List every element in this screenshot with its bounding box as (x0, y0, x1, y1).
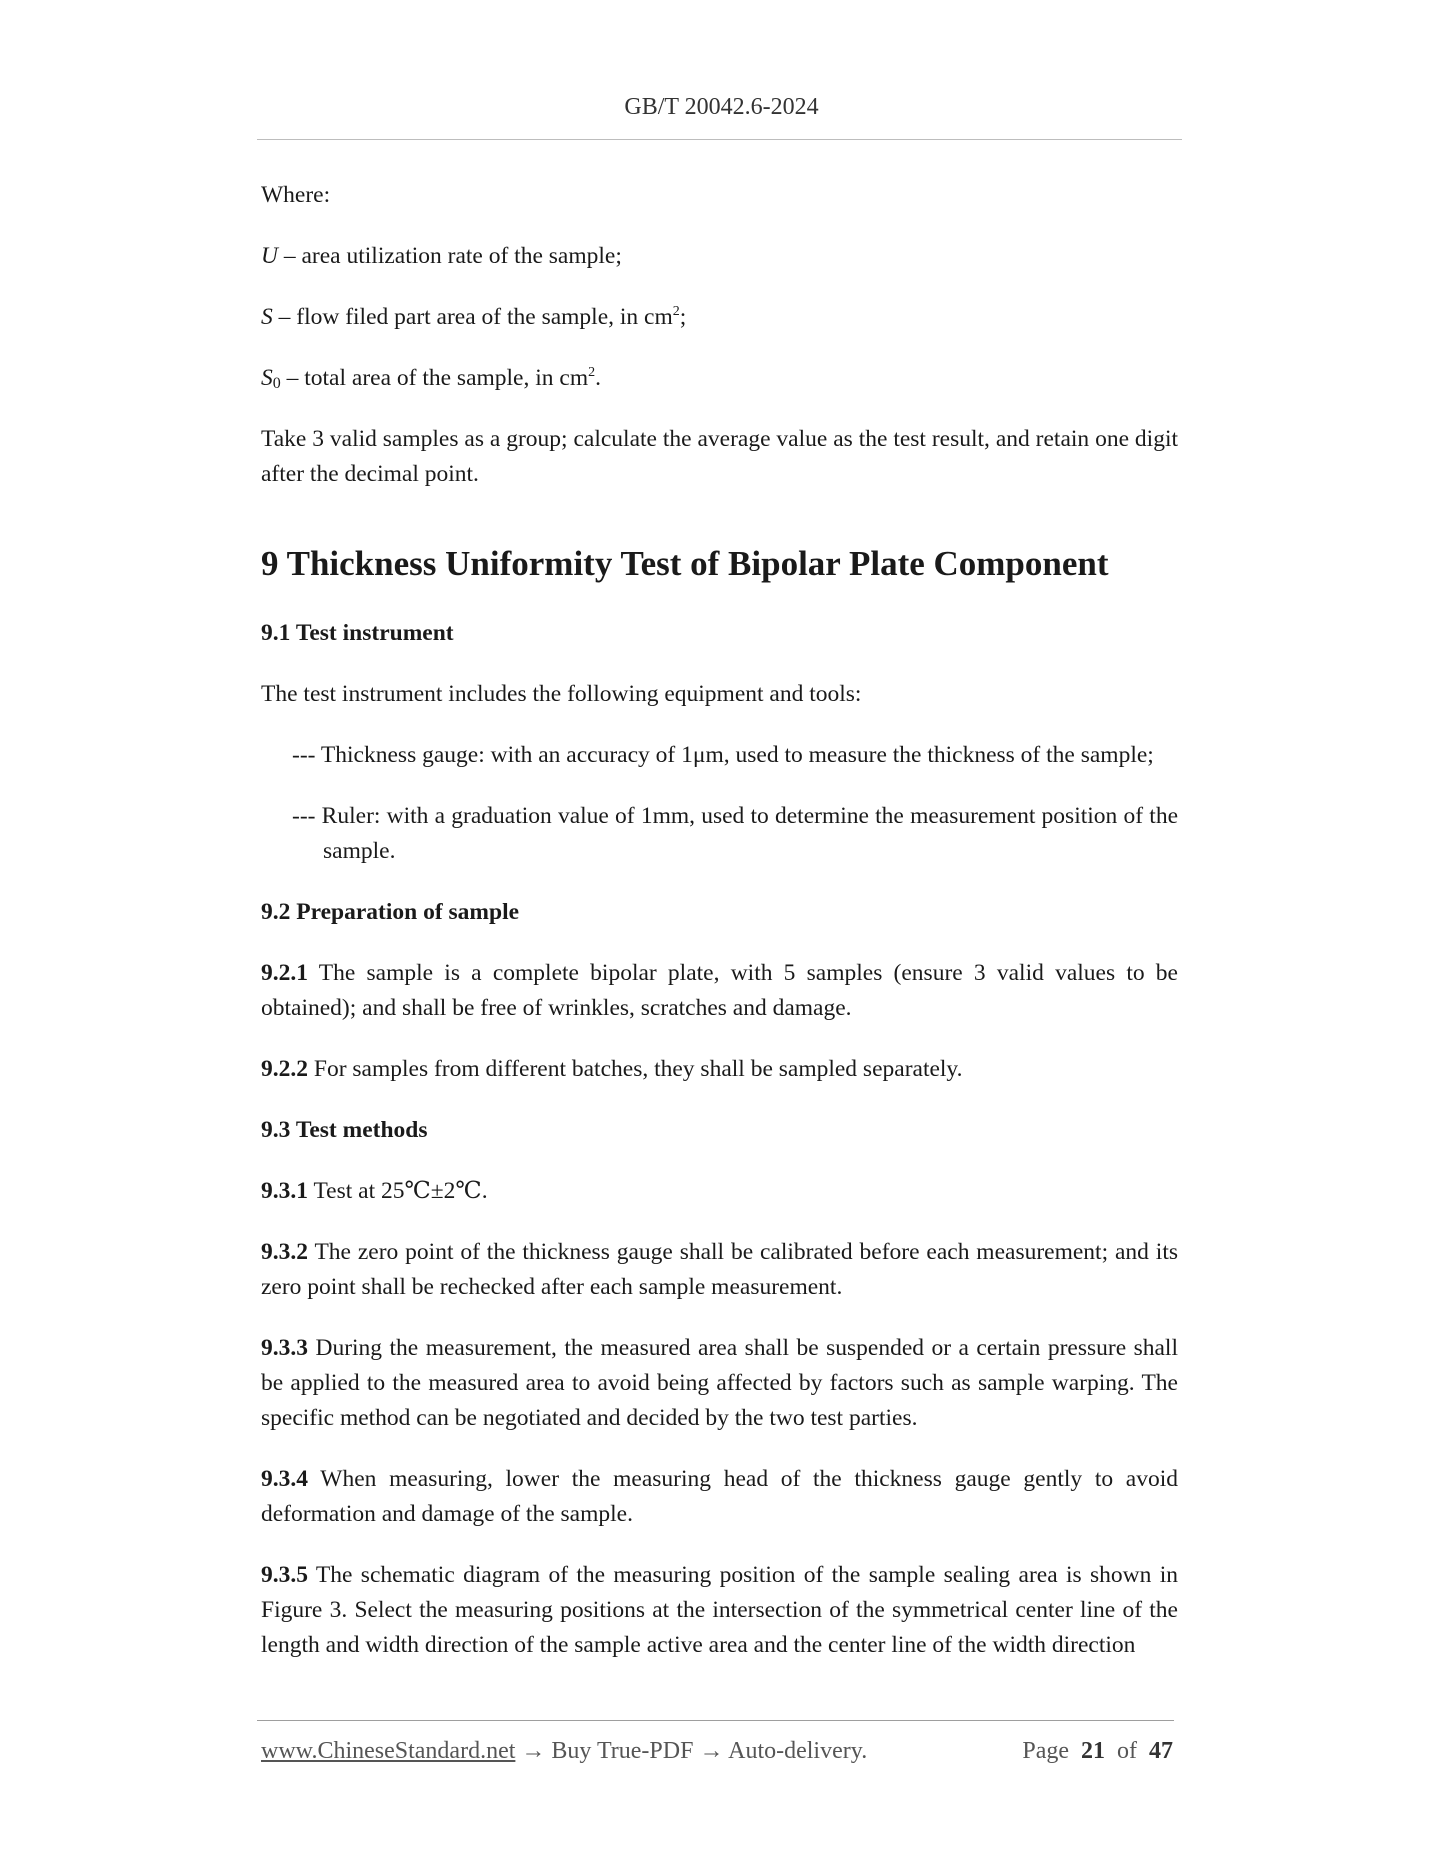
subscript-0: 0 (272, 375, 281, 392)
clause-text: When measuring, lower the measuring head of the thickness gauge gently to avoid deformation and damage of the sample. (261, 1466, 1178, 1527)
clause-9-3-5 (261, 1558, 1178, 1663)
definition-s0-tail: . (595, 365, 601, 391)
definition-s0 (261, 361, 1178, 396)
section-9-1-heading: 9.1 Test instrument (261, 620, 454, 646)
clause-number: 9.3.3 (261, 1335, 308, 1361)
definition-u (261, 239, 1178, 274)
clause-number: 9.3.4 (261, 1466, 308, 1492)
current-page: 21 (1081, 1738, 1105, 1764)
page-indicator (1022, 1738, 1173, 1765)
definition-s (261, 300, 1178, 335)
footer-promo (261, 1738, 867, 1765)
instrument-item-thickness-gauge: --- Thickness gauge: with an accuracy of 1μm, used to measure the thickness of the sample; (292, 742, 1154, 768)
chinesestandard-link[interactable]: www.ChineseStandard.net (261, 1738, 516, 1764)
page-word: Page (1022, 1738, 1069, 1764)
symbol-s: S (261, 304, 273, 330)
section-9-heading: 9 Thickness Uniformity Test of Bipolar Plate Component (261, 544, 1109, 583)
clause-9-3-4 (261, 1462, 1178, 1532)
definition-s-tail: ; (679, 304, 687, 330)
of-word: of (1117, 1738, 1137, 1764)
clause-number: 9.3.2 (261, 1239, 308, 1265)
symbol-s0: S (261, 365, 273, 391)
clause-9-2-1 (261, 956, 1178, 1026)
definition-s0-text: – total area of the sample, in cm (280, 365, 589, 391)
clause-9-2-2 (261, 1052, 1178, 1087)
symbol-u: U (261, 243, 278, 269)
take-samples-paragraph: Take 3 valid samples as a group; calculate the average value as the test result, and retain one digit after the decimal point. (261, 426, 1178, 487)
document-code-header: GB/T 20042.6-2024 (624, 94, 819, 120)
clause-9-3-3 (261, 1331, 1178, 1436)
instrument-item-ruler: --- Ruler: with a graduation value of 1mm, used to determine the measurement position of the sample. (292, 803, 1178, 864)
clause-number: 9.2.2 (261, 1056, 308, 1082)
superscript-2: 2 (672, 304, 680, 319)
total-pages: 47 (1149, 1738, 1173, 1764)
instrument-intro: The test instrument includes the following equipment and tools: (261, 681, 862, 707)
where-label: Where: (261, 182, 331, 208)
superscript-2: 2 (588, 365, 596, 380)
clause-text: Test at 25℃±2℃. (308, 1178, 488, 1204)
section-9-3-heading: 9.3 Test methods (261, 1117, 428, 1143)
clause-number: 9.3.1 (261, 1178, 308, 1204)
clause-number: 9.3.5 (261, 1562, 308, 1588)
page-footer (261, 1738, 1173, 1765)
clause-number: 9.2.1 (261, 960, 308, 986)
definition-s-text: – flow filed part area of the sample, in cm (272, 304, 673, 330)
clause-text: The zero point of the thickness gauge shall be calibrated before each measurement; and its zero point shall be rechecked after each sample measurement. (261, 1239, 1178, 1300)
clause-text: For samples from different batches, they shall be sampled separately. (308, 1056, 963, 1082)
clause-text: The schematic diagram of the measuring position of the sample sealing area is shown in Figure 3. Select the measuring positions at the intersection of the symmetrical center line of the length and width direction of the sample active area and the center line of the width direction (261, 1562, 1178, 1658)
clause-9-3-2 (261, 1235, 1178, 1305)
definition-u-text: – area utilization rate of the sample; (277, 243, 622, 269)
footer-promo-text: → Buy True-PDF → Auto-delivery. (515, 1738, 868, 1764)
clause-text: The sample is a complete bipolar plate, with 5 samples (ensure 3 valid values to be obtained); and shall be free of wrinkles, scratches and damage. (261, 960, 1178, 1021)
section-9-2-heading: 9.2 Preparation of sample (261, 899, 520, 925)
footer-divider (257, 1720, 1174, 1721)
header-divider (257, 139, 1182, 140)
clause-text: During the measurement, the measured area shall be suspended or a certain pressure shall be applied to the measured area to avoid being affected by factors such as sample warping. The specific method can be negotiated and decided by the two test parties. (261, 1335, 1178, 1431)
page-content (261, 178, 1178, 1689)
clause-9-3-1 (261, 1174, 1178, 1209)
